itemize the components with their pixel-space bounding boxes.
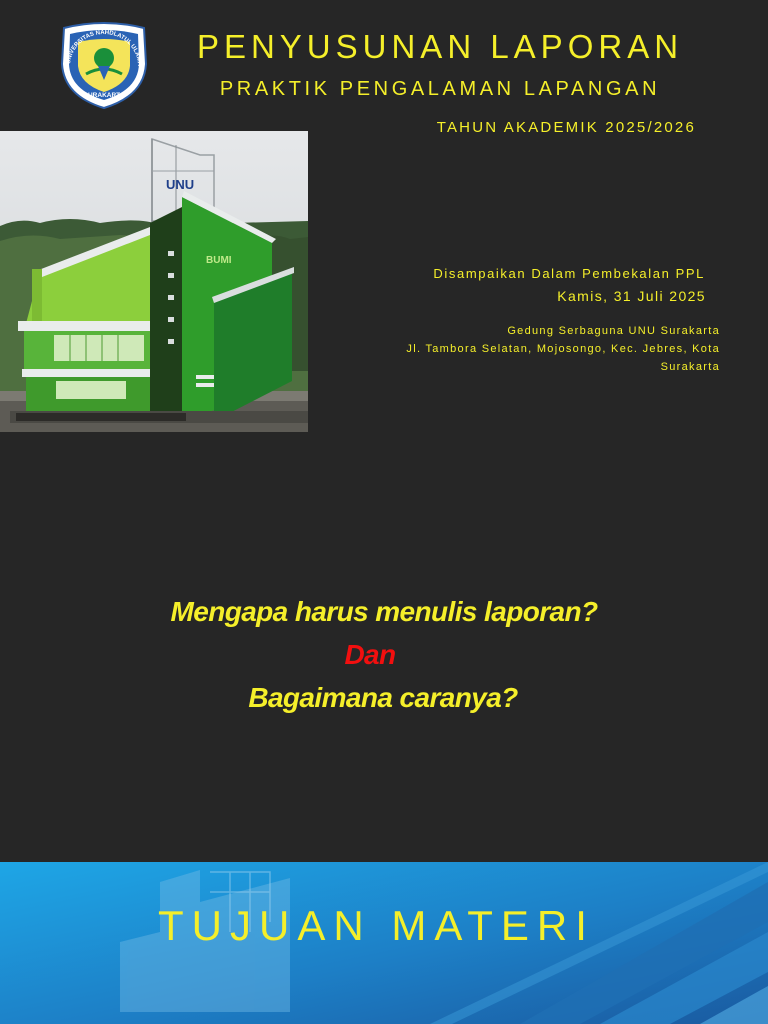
page-subtitle: PRAKTIK PENGALAMAN LAPANGAN (219, 78, 661, 100)
question-line-1: Mengapa harus menulis laporan? (170, 596, 598, 627)
facade-sign: BUMI (206, 255, 232, 266)
event-date: Kamis, 31 Juli 2025 (557, 288, 706, 304)
question-line-3: Bagaimana caranya? (248, 682, 518, 713)
building-photo (0, 131, 308, 432)
question-line-2: Dan (344, 639, 396, 670)
venue-line-1: Gedung Serbaguna UNU Surakarta (507, 325, 720, 337)
event-description: Disampaikan Dalam Pembekalan PPL (433, 266, 705, 281)
central-question (0, 590, 768, 719)
section-title: TUJUAN MATERI (158, 902, 595, 949)
page-title: PENYUSUNAN LAPORAN (196, 28, 684, 65)
university-logo (56, 20, 152, 110)
event-venue (406, 322, 720, 376)
logo-bottom-text: SURAKARTA (83, 92, 125, 99)
venue-line-2: Jl. Tambora Selatan, Mojosongo, Kec. Jebres, Kota (406, 343, 720, 355)
academic-year: TAHUN AKADEMIK 2025/2026 (436, 119, 696, 136)
logo-ring-text: UNIVERSITAS NAHDLATUL ULAMA (66, 29, 143, 67)
building-sign: UNU (166, 177, 195, 192)
venue-line-3: Surakarta (660, 361, 720, 373)
